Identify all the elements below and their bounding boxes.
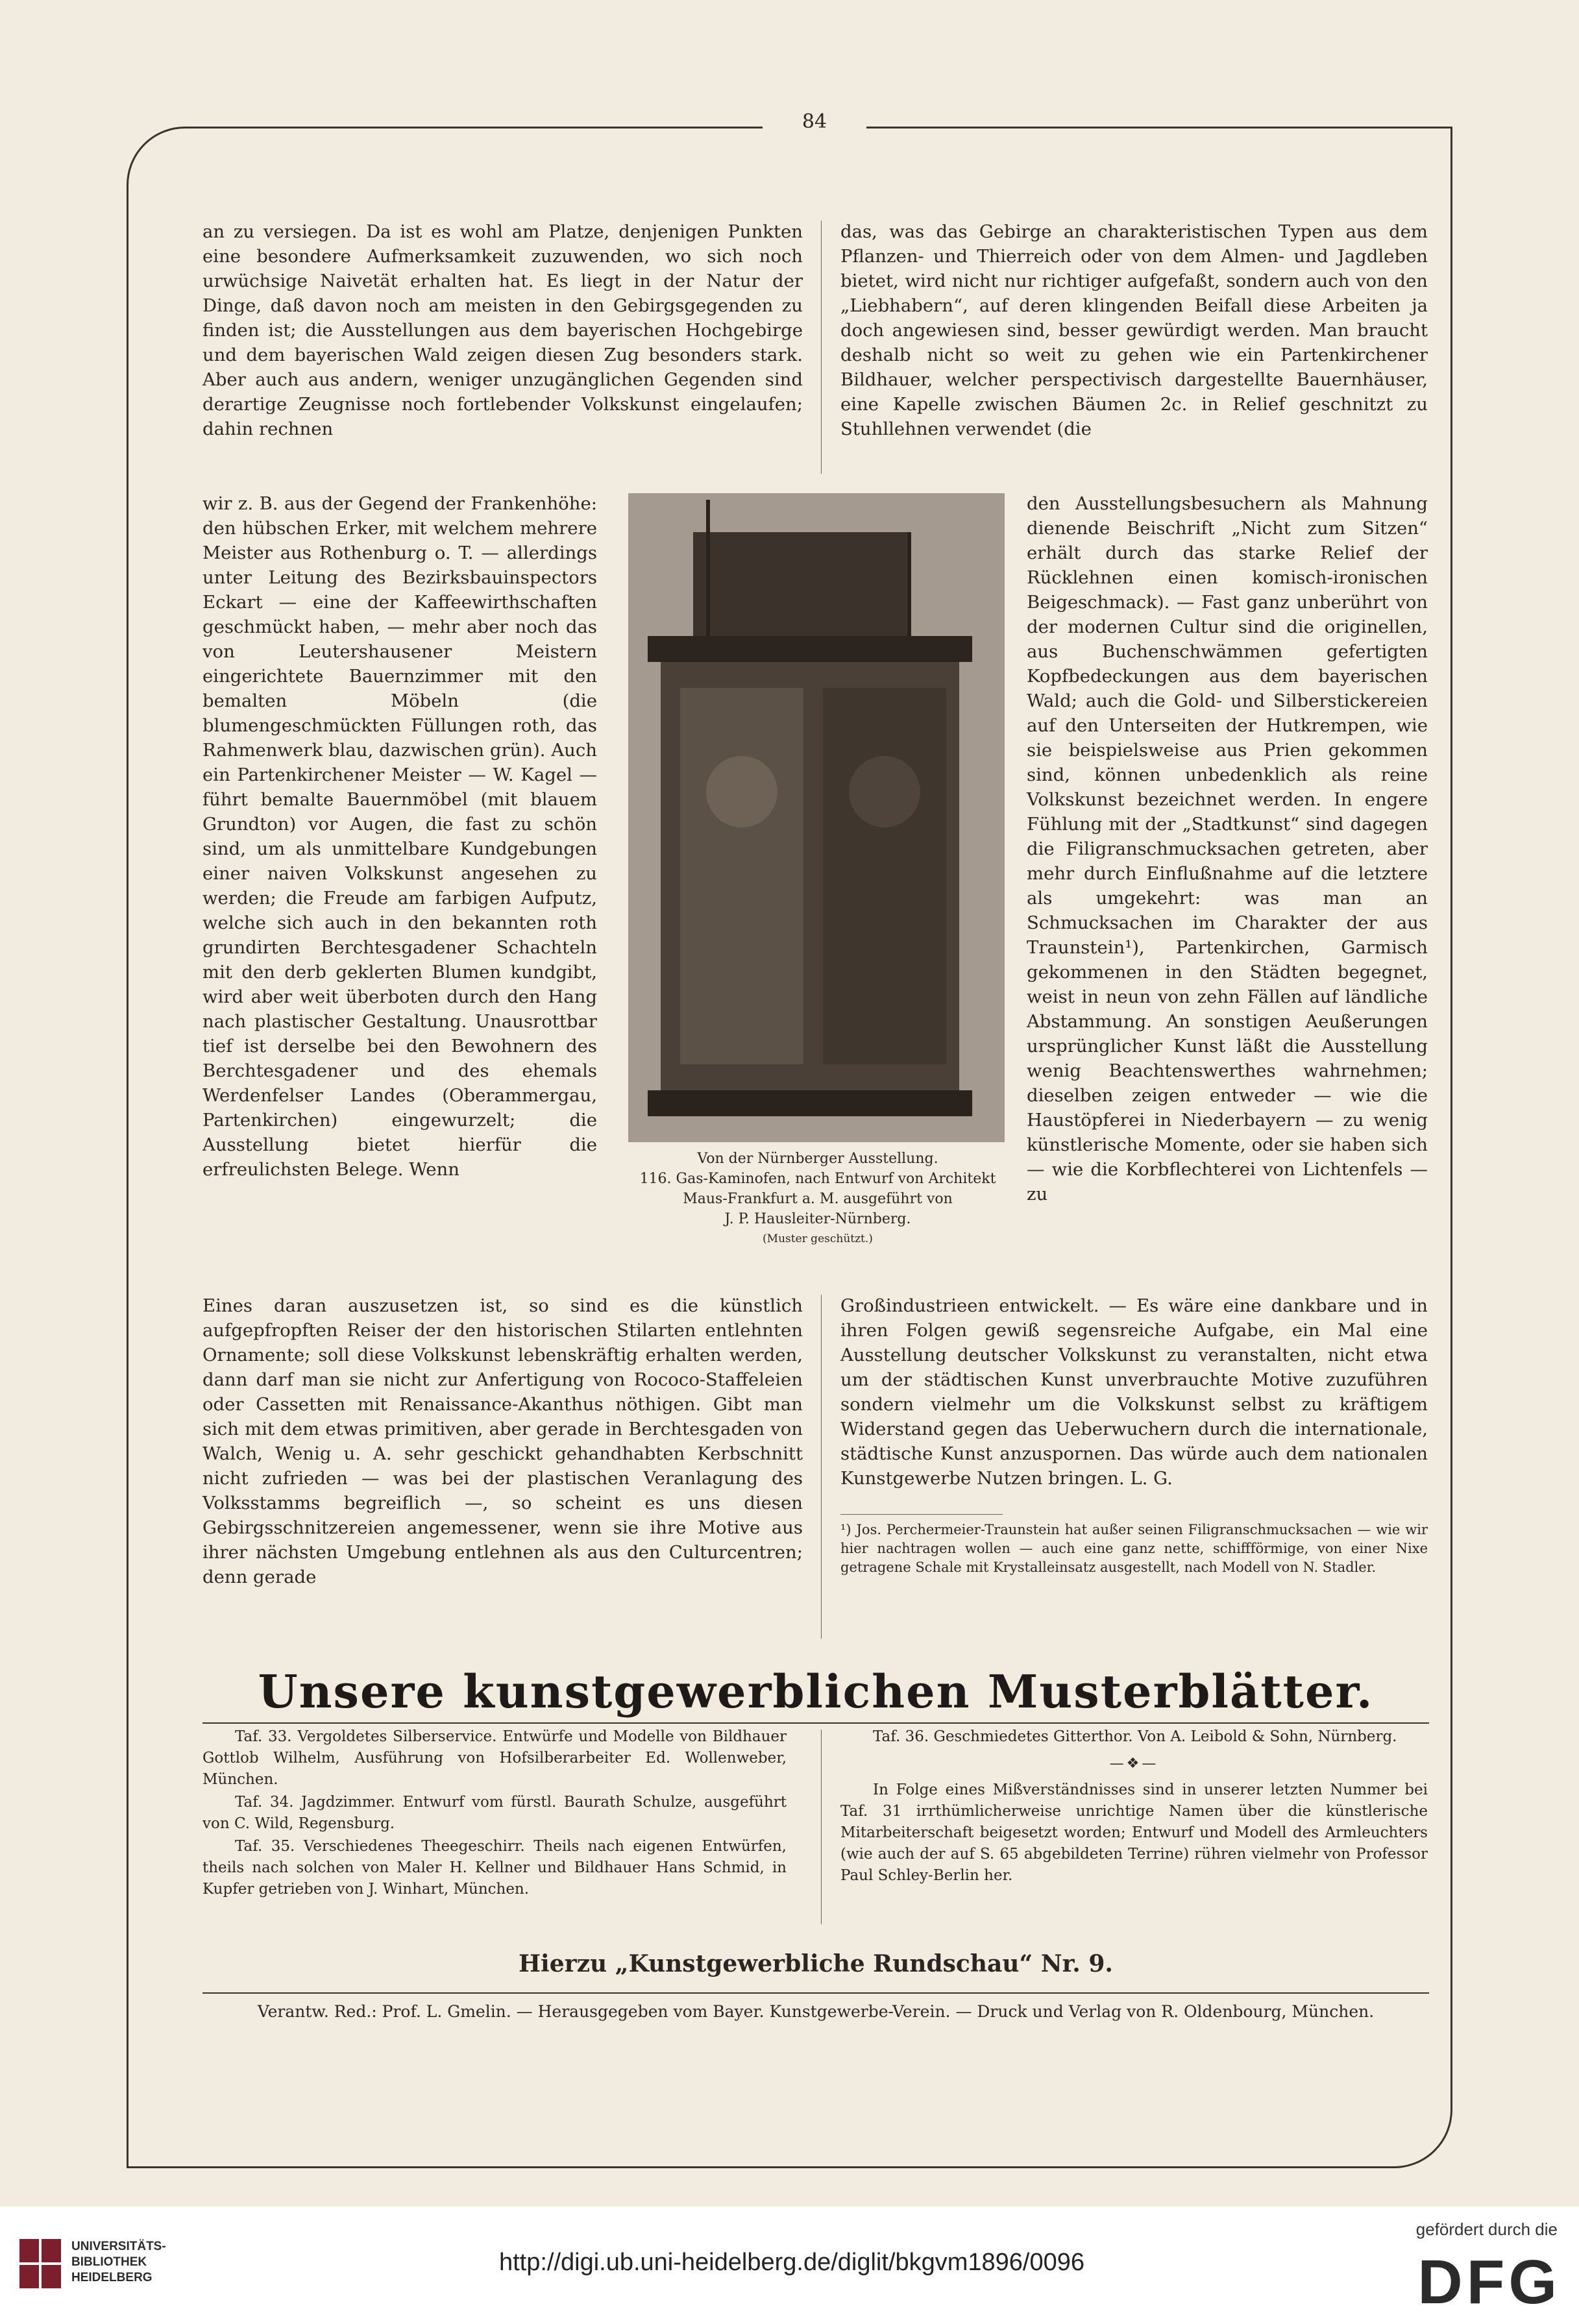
column-divider	[821, 1730, 822, 1924]
left-column-middle	[202, 491, 597, 1182]
paragraph: Eines daran auszusetzen ist, so sind es die künstlich aufgepfropften Reiser der den historischen Stilarten entlehnten Ornamente; soll diese Volkskunst lebenskräftig erhalten werden, dann darf man sie nicht zur Anfertigung von Rococo-Staffeleien oder Cassetten mit Renaissance-Akanthus nöthigen. Gibt man sich mit dem etwas primitiven, aber gerade in Berchtesgaden von Walch, Wenig u. A. sehr geschickt gehandhabten Kerbschnitt nicht zufrieden — was bei der plastischen Veranlagung des Volksstamms begreiflich —, so scheint es uns diesen Gebirgsschnitzereien angemessener, wenn sie ihre Motive aus ihrer nächsten Umgebung entlehnen als aus den Culturcentren; denn gerade	[202, 1295, 803, 1587]
right-column-bottom	[840, 1293, 1428, 1491]
correction-note: In Folge eines Mißverständnisses sind in unserer letzten Nummer bei Taf. 31 irrthümlicherweise unrichtige Namen über die künstlerische Mitarbeiterschaft beigesetzt worden; Entwurf und Modell des Armleuchters (wie auch der auf S. 65 abgebildeten Terrine) rühren vielmehr von Professor Paul Schley-Berlin her.	[840, 1781, 1428, 1884]
paragraph: den Ausstellungsbesuchern als Mahnung dienende Beischrift „Nicht zum Sitzen“ erhält durch das starke Relief der Rücklehnen einen komisch-ironischen Beigeschmack). — Fast ganz unberührt von der modernen Cultur sind die originellen, aus Buchenschwämmen gefertigten Kopfbedeckungen aus dem bayerischen Wald; auch die Gold- und Silberstickereien auf den Unterseiten der Hutkrempen, wie sie beispielsweise aus Prien gekommen sind, können unbedenklich als reine Volkskunst bezeichnet werden. In engere Fühlung mit der „Stadtkunst“ sind dagegen die Filigranschmucksachen getreten, aber mehr durch Einflußnahme auf die letztere als umgekehrt: was man an Schmucksachen im Charakter der aus Traunstein¹), Partenkirchen, Garmisch gekommenen in den Städten begegnet, weist in neun von zehn Fällen auf ländliche Abstammung. An sonstigen Aeußerungen ursprünglicher Kunst läßt die Ausstellung wenig Beachtenswerthes wahrnehmen; dieselben zeigen entweder — wie die Haustöpferei in Niederbayern — zu wenig künstlerische Momente, oder sie haben sich — wie die Korbflechterei von Lichtenfels — zu	[1027, 493, 1428, 1205]
library-name-line: BIBLIOTHEK	[71, 2255, 147, 2269]
page-number: 84	[763, 110, 866, 133]
paragraph: wir z. B. aus der Gegend der Frankenhöhe: den hübschen Erker, mit welchem mehrere Meister aus Rothenburg o. T. — allerdings unter Leitung des Bezirksbauinspectors Eckart — eine der Kaffeewirthschaften geschmückt haben, — mehr aber noch das von Leutershausener Meistern eingerichtete Bauernzimmer mit den bemalten Möbeln (die blumengeschmückten Füllungen roth, das Rahmenwerk blau, dazwischen grün). Auch ein Partenkirchener Meister — W. Kagel — führt bemalte Bauernmöbel (mit blauem Grundton) vor Augen, die fast zu schön sind, um als unmittelbare Kundgebungen einer naiven Volkskunst angesehen zu werden; die Freude am farbigen Aufputz, welche sich auch in den bekannten roth grundirten Berchtesgadener Schachteln mit den derb geklerten Blumen kundgibt, wird aber weit überboten durch den Hang nach plastischer Gestaltung. Unausrottbar tief ist derselbe bei den Bewohnern des Berchtesgadener und des ehemals Werdenfelser Landes (Oberammergau, Partenkirchen) eingewurzelt; die Ausstellung bietet hierfür die erfreulichsten Belege. Wenn	[202, 493, 597, 1180]
plate-entry: Taf. 36. Geschmiedetes Gitterthor. Von A. Leibold & Sohn, Nürnberg.	[873, 1728, 1397, 1745]
ornament-divider: —❖—	[1109, 1755, 1159, 1772]
plate-entry: Taf. 34. Jagdzimmer. Entwurf vom fürstl. Baurath Schulze, ausgeführt von C. Wild, Regensburg.	[202, 1794, 787, 1832]
plates-right-column	[840, 1726, 1428, 1888]
caption-line: Von der Nürnberger Ausstellung.	[697, 1151, 938, 1167]
plates-left-column	[202, 1726, 787, 1902]
stove-illustration	[628, 493, 1005, 1142]
plate-entry: Taf. 35. Verschiedenes Theegeschirr. Theils nach eigenen Entwürfen, theils nach solchen von Maler H. Kellner und Bildhauer Hans Schmid, in Kupfer getrieben von J. Winhart, München.	[202, 1838, 787, 1898]
section-rule	[202, 1722, 1429, 1724]
caption-line: Maus-Frankfurt a. M. ausgeführt von	[683, 1191, 953, 1207]
right-column-middle	[1027, 491, 1428, 1206]
library-logo	[19, 2232, 214, 2297]
footnote-rule	[840, 1514, 1003, 1515]
figure-caption	[610, 1149, 1025, 1249]
footnote: ¹) Jos. Perchermeier-Traunstein hat außer seinen Filigranschmucksachen — wie wir hier nachtragen wollen — auch eine ganz nette, schiffförmige, von einer Nixe getragene Schale mit Krystalleinsatz ausgestellt, nach Modell von N. Stadler.	[840, 1522, 1428, 1575]
source-url-link[interactable]: http://digi.ub.uni-heidelberg.de/diglit/bkgvm1896/0096	[498, 2249, 1085, 2276]
library-name-line: HEIDELBERG	[71, 2271, 153, 2284]
paragraph: Großindustrieen entwickelt. — Es wäre eine dankbare und in ihren Folgen gewiß segensreiche Aufgabe, ein Mal eine Ausstellung deutscher Volkskunst zu veranstalten, nicht etwa um der städtischen Kunst unverbrauchte Motive zuzuführen sondern vielmehr um die Volkskunst selbst zu kräftigem Widerstand gegen das Ueberwuchern durch die internationale, städtische Kunst anzuspornen. Das würde auch dem nationalen Kunstgewerbe Nutzen bringen. L. G.	[840, 1295, 1428, 1489]
caption-note: (Muster geschützt.)	[763, 1232, 873, 1245]
dfg-logo: DFG	[1417, 2247, 1561, 2317]
stove-engraving	[628, 493, 1005, 1142]
plate-entry: Taf. 33. Vergoldetes Silberservice. Entwürfe und Modelle von Bildhauer Gottlob Wilhelm, Ausführung von Hofsilberarbeiter Ed. Wollenweber, München.	[202, 1728, 787, 1788]
supplement-note: Hierzu „Kunstgewerbliche Rundschau“ Nr. 9.	[519, 1950, 1113, 1977]
library-emblem-icon	[19, 2239, 62, 2291]
paragraph: an zu versiegen. Da ist es wohl am Platze, denjenigen Punkten eine besondere Aufmerksamkeit zuzuwenden, wo sich noch urwüchsige Naivetät erhalten hat. Es liegt in der Natur der Dinge, daß davon noch am meisten in den Gebirgsgegenden zu finden ist; die Ausstellungen aus dem bayerischen Hochgebirge und dem bayerischen Wald zeigen diesen Zug besonders stark. Aber auch aus andern, weniger unzugänglichen Gegenden sind derartige Zeugnisse noch fortlebender Volkskunst eingelaufen; dahin rechnen	[202, 221, 803, 439]
column-divider	[821, 221, 822, 474]
funded-by-label: gefördert durch die	[1415, 2220, 1558, 2239]
imprint: Verantw. Red.: Prof. L. Gmelin. — Herausgegeben vom Bayer. Kunstgewerbe-Verein. — Druck und Verlag von R. Oldenbourg, München.	[257, 2002, 1375, 2021]
paragraph: das, was das Gebirge an charakteristischen Typen aus dem Pflanzen- und Thierreich oder von dem Almen- und Jagdleben bietet, wird nicht nur richtiger aufgefaßt, sondern auch von den „Liebhabern“, auf deren klingenden Beifall diese Arbeiten ja doch angewiesen sind, besser gewürdigt werden. Man braucht deshalb nicht so weit zu gehen wie ein Partenkirchener Bildhauer, welcher perspectivisch dargestellte Bauernhäuser, eine Kapelle zwischen Bäumen 2c. in Relief geschnitzt zu Stuhllehnen verwendet (die	[840, 221, 1428, 439]
right-column-top	[840, 219, 1428, 441]
caption-line: J. P. Hausleiter-Nürnberg.	[724, 1211, 911, 1227]
caption-line: 116. Gas-Kaminofen, nach Entwurf von Architekt	[639, 1171, 996, 1187]
column-divider	[821, 1295, 822, 1639]
section-title: Unsere kunstgewerblichen Musterblätter.	[258, 1665, 1374, 1719]
left-column-bottom	[202, 1293, 803, 1589]
imprint-rule	[202, 1992, 1429, 1994]
left-column-top	[202, 219, 803, 441]
library-name-line: UNIVERSITÄTS-	[71, 2240, 166, 2253]
